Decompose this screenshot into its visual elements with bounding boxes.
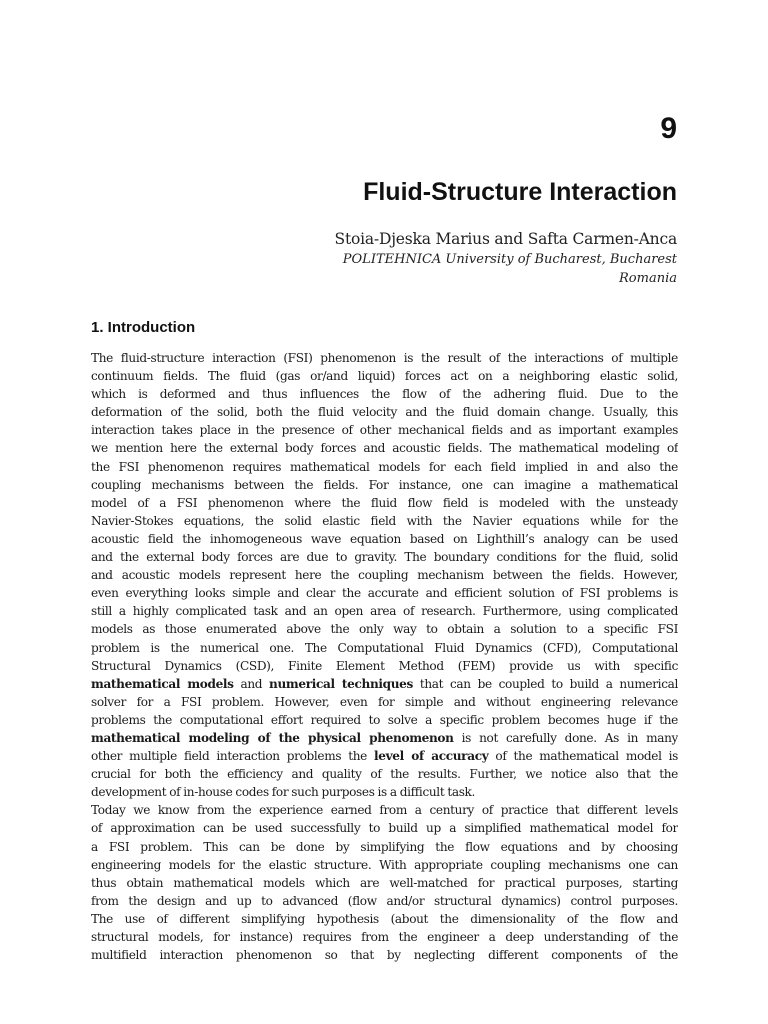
chapter-title: Fluid-Structure Interaction: [363, 178, 677, 206]
text-line: [91, 620, 678, 638]
text-run: The use of different simplifying hypothesis (about the dimensionality of the flow and: [91, 911, 678, 926]
text-run: models as those enumerated above the only way to obtain a solution to a specific FSI: [91, 622, 678, 637]
text-line: [91, 530, 678, 548]
text-run: the FSI phenomenon requires mathematical models for each field implied in and also the: [91, 459, 678, 474]
text-run: model of a FSI phenomenon where the fluid flow field is modeled with the unsteady: [91, 495, 678, 510]
text-run: Navier-Stokes equations, the solid elastic field with the Navier equations while for the: [91, 513, 678, 528]
text-line: [91, 819, 678, 837]
text-run: and: [233, 676, 270, 691]
bold-phrase: mathematical models: [91, 676, 234, 691]
text-run: still a highly complicated task and an open area of research. Furthermore, using complicated: [91, 604, 678, 619]
text-line: [91, 892, 678, 910]
text-run: which is deformed and thus influences the flow of the adhering fluid. Due to the: [91, 387, 678, 402]
text-run: coupling mechanisms between the fields. For instance, one can imagine a mathematical: [91, 477, 678, 492]
text-run: solver for a FSI problem. However, even for simple and without engineering relevance: [91, 694, 678, 709]
text-line: [91, 494, 678, 512]
text-run: that can be coupled to build a numerical: [413, 676, 678, 691]
chapter-authors: Stoia-Djeska Marius and Safta Carmen-Anca: [334, 230, 677, 248]
text-line: [91, 421, 678, 439]
affiliation-country: Romania: [619, 271, 677, 286]
text-run: acoustic field the inhomogeneous wave equation based on Lighthill’s analogy can be used: [91, 531, 678, 546]
text-line: [91, 566, 678, 584]
text-run: of the mathematical model is: [488, 749, 678, 764]
text-line: [91, 458, 678, 476]
text-run: problems the computational effort required to solve a specific problem becomes huge if the: [91, 712, 678, 727]
text-line: [91, 946, 678, 964]
bold-phrase: numerical techniques: [269, 676, 413, 691]
text-line: [91, 602, 678, 620]
text-line: [91, 874, 678, 892]
text-line: [91, 928, 678, 946]
text-run: and acoustic models represent here the coupling mechanism between the fields. However,: [91, 568, 678, 583]
chapter-number: 9: [660, 112, 677, 145]
text-line: [91, 801, 678, 819]
bold-phrase: mathematical modeling of the physical phenomenon: [91, 730, 454, 745]
text-run: thus obtain mathematical models which are well-matched for practical purposes, starting: [91, 875, 678, 890]
text-line: [91, 856, 678, 874]
text-line: [91, 403, 678, 421]
text-line: [91, 910, 678, 928]
text-run: multifield interaction phenomenon so that by neglecting different components of the: [91, 948, 678, 963]
text-line: [91, 476, 678, 494]
text-run: interaction takes place in the presence of other mechanical fields and as important examples: [91, 423, 678, 438]
body-text: [91, 349, 678, 964]
text-line: [91, 639, 678, 657]
author-affiliation: [257, 250, 677, 288]
text-run: other multiple field interaction problems the: [91, 749, 375, 764]
text-run: deformation of the solid, both the fluid velocity and the fluid domain change. Usually, this: [91, 405, 678, 420]
bold-phrase: level of accuracy: [374, 749, 489, 764]
text-run: development of in-house codes for such purposes is a difficult task.: [91, 785, 476, 800]
text-run: structural models, for instance) requires from the engineer a deep understanding of the: [91, 930, 678, 944]
text-run: we mention here the external body forces and acoustic fields. The mathematical modeling of: [91, 441, 678, 456]
text-line: [91, 349, 678, 367]
text-run: of approximation can be used successfully to build up a simplified mathematical model for: [91, 821, 678, 836]
text-line: [91, 838, 678, 856]
text-line: [91, 747, 678, 765]
text-line: [91, 439, 678, 457]
text-run: Today we know from the experience earned from a century of practice that different levels: [91, 803, 678, 818]
text-line: [91, 783, 678, 801]
text-line: [91, 675, 678, 693]
text-run: is not carefully done. As in many: [453, 730, 678, 745]
text-line: [91, 512, 678, 530]
text-line: [91, 385, 678, 403]
text-line: [91, 367, 678, 385]
text-line: [91, 548, 678, 566]
text-run: and the external body forces are due to gravity. The boundary conditions for the fluid, solid: [91, 550, 678, 565]
text-run: crucial for both the efficiency and quality of the results. Further, we notice also that the: [91, 767, 678, 782]
text-run: even everything looks simple and clear the accurate and efficient solution of FSI problems is: [91, 586, 678, 601]
text-run: a FSI problem. This can be done by simplifying the flow equations and by choosing: [91, 839, 678, 854]
text-run: problem is the numerical one. The Computational Fluid Dynamics (CFD), Computational: [91, 640, 678, 655]
section-heading: 1. Introduction: [91, 319, 196, 336]
text-line: [91, 711, 678, 729]
text-run: Structural Dynamics (CSD), Finite Element Method (FEM) provide us with specific: [91, 658, 678, 673]
text-line: [91, 729, 678, 747]
text-run: continuum fields. The fluid (gas or/and liquid) forces act on a neighboring elastic solid,: [91, 369, 678, 384]
text-run: The fluid-structure interaction (FSI) phenomenon is the result of the interactions of multiple: [91, 351, 678, 365]
text-line: [91, 584, 678, 602]
affiliation-institution: POLITEHNICA University of Bucharest, Bucharest: [342, 252, 677, 267]
text-line: [91, 657, 678, 675]
text-line: [91, 765, 678, 783]
text-run: engineering models for the elastic structure. With appropriate coupling mechanisms one can: [91, 857, 678, 872]
text-line: [91, 693, 678, 711]
text-run: from the design and up to advanced (flow and/or structural dynamics) control purposes.: [91, 893, 678, 908]
